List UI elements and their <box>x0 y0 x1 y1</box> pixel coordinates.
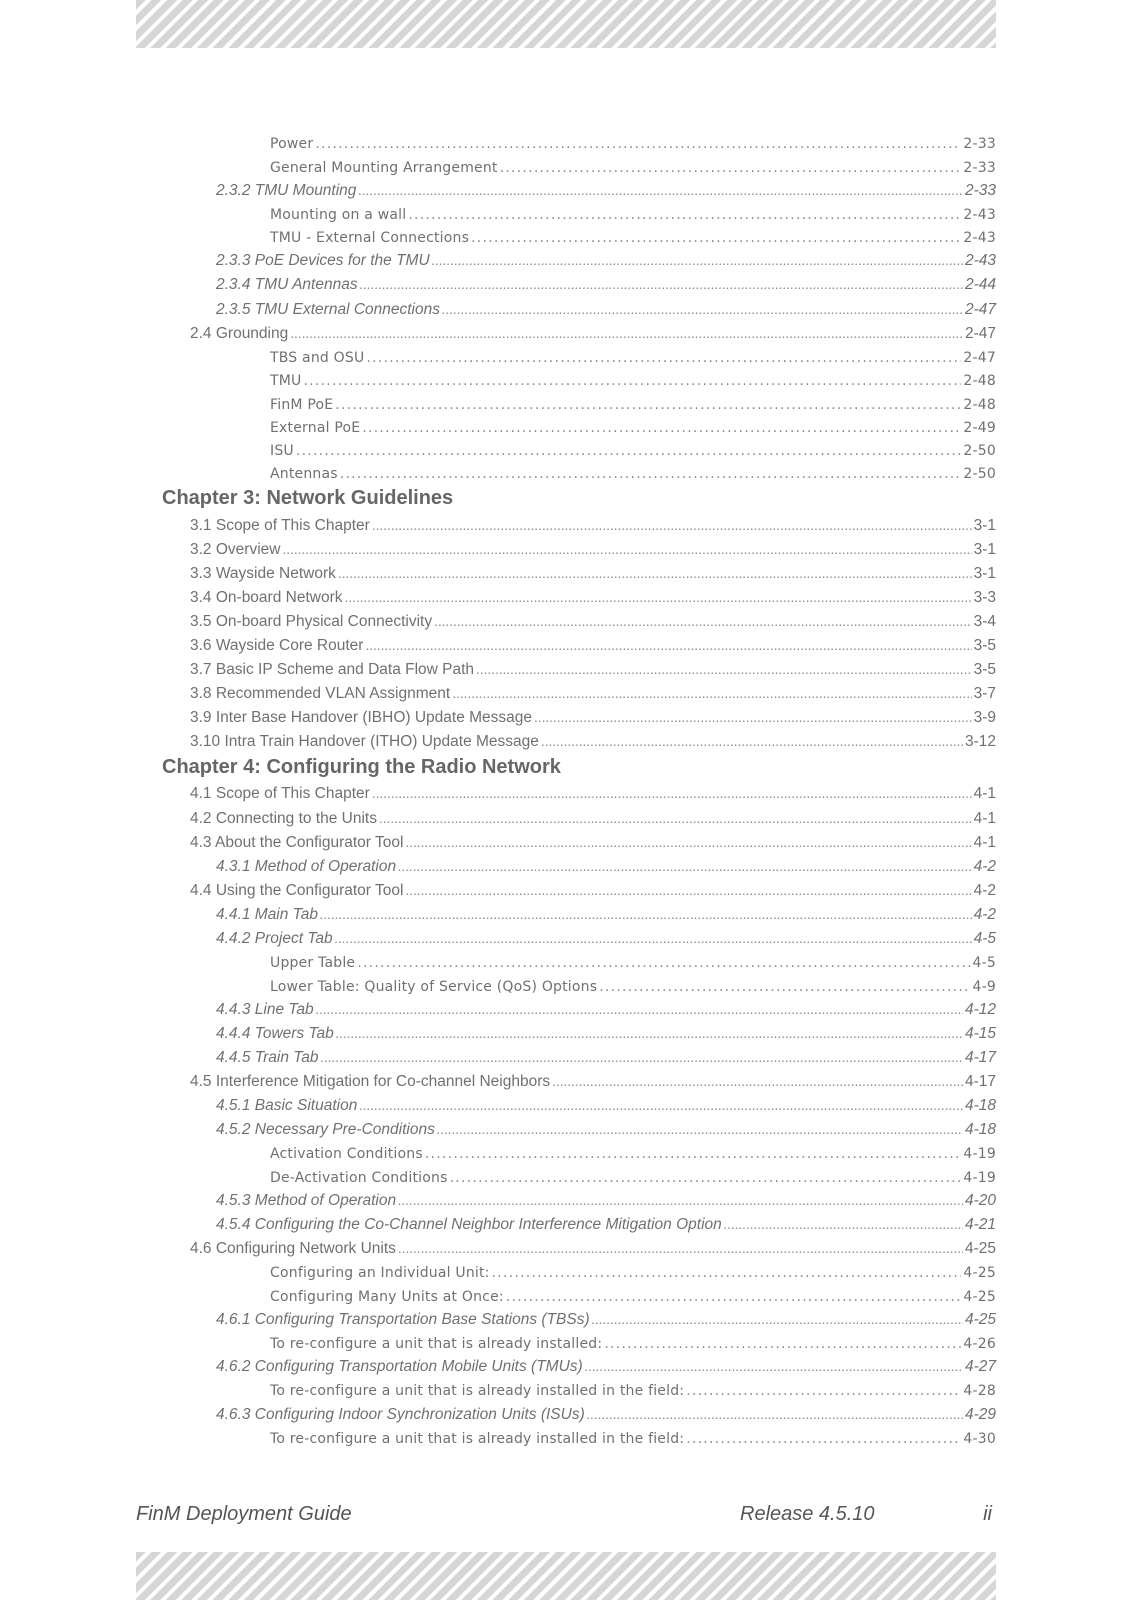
toc-entry-title: 4.6 Configuring Network Units <box>190 1240 396 1258</box>
dot-leader <box>541 733 963 751</box>
toc-entry-page: 3-7 <box>973 685 996 703</box>
toc-entry-title: 2.3.5 TMU External Connections <box>216 300 440 318</box>
dot-leader <box>506 1289 962 1305</box>
dot-leader <box>360 276 963 294</box>
toc-entry[interactable] <box>136 1331 996 1354</box>
toc-entry[interactable] <box>136 902 996 926</box>
toc-entry-title: To re-configure a unit that is already installed in the field: <box>270 1383 685 1400</box>
header-stripe-band <box>136 0 996 48</box>
toc-chapter-heading <box>136 753 996 781</box>
toc-entry-title: 2.4 Grounding <box>190 324 289 342</box>
toc-entry-title: Antennas <box>270 466 338 483</box>
dot-leader <box>340 466 962 482</box>
toc-entry[interactable] <box>136 705 996 729</box>
toc-entry[interactable] <box>136 633 996 657</box>
toc-entry-title: FinM PoE <box>270 396 334 413</box>
toc-entry-page: 2-33 <box>963 136 996 153</box>
toc-entry-page: 4-25 <box>963 1265 996 1282</box>
toc-entry[interactable] <box>136 537 996 561</box>
dot-leader <box>315 136 961 152</box>
toc-entry-title: Configuring an Individual Unit: <box>270 1265 490 1282</box>
toc-entry-page: 2-44 <box>964 276 996 294</box>
dot-leader <box>372 785 972 803</box>
dot-leader <box>316 1001 963 1019</box>
toc-entry[interactable] <box>136 438 996 461</box>
toc-entry[interactable] <box>136 461 996 484</box>
toc-entry-page: 4-5 <box>972 955 996 972</box>
toc-entry[interactable] <box>136 1378 996 1401</box>
toc-entry-page: 3-5 <box>973 661 996 679</box>
toc-entry-page: 3-1 <box>973 516 996 534</box>
toc-entry-title: 4.5.2 Necessary Pre-Conditions <box>216 1121 435 1139</box>
dot-leader <box>405 834 971 852</box>
dot-leader <box>492 1265 962 1281</box>
toc-entry-page: 4-17 <box>964 1048 996 1066</box>
toc-entry-page: 4-27 <box>964 1358 996 1376</box>
toc-entry[interactable] <box>136 202 996 225</box>
toc-entry-title: 4.3.1 Method of Operation <box>216 857 397 875</box>
dot-leader <box>437 1121 963 1139</box>
toc-entry[interactable] <box>136 1045 996 1069</box>
toc-entry-title: Power <box>270 136 314 153</box>
toc-entry[interactable] <box>136 854 996 878</box>
toc-entry-title: To re-configure a unit that is already installed in the field: <box>270 1430 685 1447</box>
dot-leader <box>476 661 972 679</box>
toc-entry[interactable] <box>136 321 996 345</box>
footer-stripe-band <box>136 1552 996 1600</box>
toc-entry[interactable] <box>136 1426 996 1449</box>
toc-entry-title: 3.5 On-board Physical Connectivity <box>190 612 433 630</box>
dot-leader <box>321 1049 963 1067</box>
dot-leader <box>398 1240 963 1258</box>
toc-entry-page: 4-12 <box>964 1000 996 1018</box>
toc-entry[interactable] <box>136 950 996 973</box>
toc-entry[interactable] <box>136 1021 996 1045</box>
toc-entry-title: 3.4 On-board Network <box>190 588 343 606</box>
toc-entry-page: 4-19 <box>963 1146 996 1163</box>
toc-entry-page: 4-2 <box>973 857 996 875</box>
dot-leader <box>320 906 972 924</box>
toc-entry-title: 4.4.3 Line Tab <box>216 1000 314 1018</box>
dot-leader <box>552 1073 963 1091</box>
toc-entry[interactable] <box>136 1188 996 1212</box>
toc-entry-title: 4.4.2 Project Tab <box>216 930 333 948</box>
toc-entry[interactable] <box>136 1307 996 1331</box>
toc-entry[interactable] <box>136 225 996 248</box>
dot-leader <box>592 1311 963 1329</box>
toc-entry-title: Configuring Many Units at Once: <box>270 1288 504 1305</box>
dot-leader <box>336 1025 963 1043</box>
toc-entry-title: 2.3.3 PoE Devices for the TMU <box>216 252 430 270</box>
dot-leader <box>442 301 963 319</box>
toc-entry-title: 3.7 Basic IP Scheme and Data Flow Path <box>190 661 475 679</box>
toc-entry-title: Chapter 4: Configuring the Radio Network <box>162 756 561 779</box>
toc-entry[interactable] <box>136 609 996 633</box>
toc-entry-title: 4.4.1 Main Tab <box>216 905 318 923</box>
toc-entry-page: 4-30 <box>963 1430 996 1447</box>
toc-entry-page: 4-1 <box>973 833 996 851</box>
dot-leader <box>398 1192 963 1210</box>
toc-entry[interactable] <box>136 781 996 805</box>
toc-entry-page: 2-50 <box>963 466 996 483</box>
dot-leader <box>599 979 970 995</box>
toc-entry[interactable] <box>136 1117 996 1141</box>
toc-entry[interactable] <box>136 272 996 296</box>
toc-entry-title: 4.4.5 Train Tab <box>216 1048 319 1066</box>
toc-entry-title: 4.5.1 Basic Situation <box>216 1097 358 1115</box>
dot-leader <box>357 955 970 971</box>
dot-leader <box>335 397 961 413</box>
toc-entry-page: 2-47 <box>964 324 996 342</box>
toc-entry-page: 2-48 <box>963 396 996 413</box>
toc-entry-page: 4-18 <box>964 1121 996 1139</box>
toc-entry-title: 4.4 Using the Configurator Tool <box>190 881 404 899</box>
dot-leader <box>686 1383 961 1399</box>
toc-entry-title: 4.6.3 Configuring Indoor Synchronization Units (ISUs) <box>216 1405 585 1423</box>
toc-entry[interactable] <box>136 926 996 950</box>
table-of-contents <box>136 131 996 1449</box>
dot-leader <box>303 373 961 389</box>
toc-entry-page: 2-33 <box>964 181 996 199</box>
dot-leader <box>432 252 963 270</box>
toc-entry-title: 4.6.2 Configuring Transportation Mobile Units (TMUs) <box>216 1358 583 1376</box>
toc-entry-page: 4-29 <box>964 1405 996 1423</box>
toc-entry[interactable] <box>136 878 996 902</box>
toc-entry-page: 3-1 <box>973 540 996 558</box>
toc-entry[interactable] <box>136 415 996 438</box>
toc-entry-page: 3-5 <box>973 637 996 654</box>
toc-entry-title: Upper Table <box>270 955 356 972</box>
dot-leader <box>365 637 971 655</box>
toc-entry-title: 4.2 Connecting to the Units <box>190 809 377 827</box>
dot-leader <box>335 930 972 948</box>
toc-entry-page: 2-47 <box>963 349 996 366</box>
toc-entry-page: 2-43 <box>963 230 996 247</box>
toc-entry[interactable] <box>136 154 996 177</box>
toc-entry-page: 2-43 <box>963 206 996 223</box>
dot-leader <box>359 1097 963 1115</box>
dot-leader <box>587 1406 963 1424</box>
toc-entry-page: 2-48 <box>963 373 996 390</box>
toc-entry-title: 4.5.3 Method of Operation <box>216 1191 397 1209</box>
toc-entry[interactable] <box>136 1260 996 1283</box>
toc-entry-page: 4-1 <box>973 785 996 803</box>
footer-document-title: FinM Deployment Guide <box>136 1503 352 1525</box>
dot-leader <box>379 810 972 828</box>
toc-entry-title: 4.5.4 Configuring the Co-Channel Neighbor Interference Mitigation Option <box>216 1215 722 1233</box>
toc-entry[interactable] <box>136 681 996 705</box>
toc-entry-page: 4-2 <box>973 881 996 899</box>
toc-entry-page: 4-21 <box>964 1215 996 1233</box>
toc-entry-title: TMU <box>270 373 302 390</box>
toc-entry-title: 4.1 Scope of This Chapter <box>190 785 370 803</box>
toc-entry[interactable] <box>136 131 996 154</box>
toc-entry-title: To re-configure a unit that is already installed: <box>270 1336 603 1353</box>
dot-leader <box>534 709 972 727</box>
toc-entry-title: Mounting on a wall <box>270 206 407 223</box>
dot-leader <box>434 613 972 631</box>
dot-leader <box>296 443 962 459</box>
toc-entry[interactable] <box>136 248 996 272</box>
toc-entry-title: 3.3 Wayside Network <box>190 564 336 582</box>
toc-entry-page: 4-25 <box>963 1288 996 1305</box>
dot-leader <box>405 882 971 900</box>
toc-entry-title: 4.3 About the Configurator Tool <box>190 833 404 851</box>
toc-entry[interactable] <box>136 657 996 681</box>
dot-leader <box>471 230 961 246</box>
toc-entry-title: External PoE <box>270 419 361 436</box>
dot-leader <box>686 1431 961 1447</box>
toc-entry[interactable] <box>136 1354 996 1378</box>
toc-entry-page: 3-3 <box>973 588 996 606</box>
toc-entry[interactable] <box>136 296 996 320</box>
toc-entry-title: 4.5 Interference Mitigation for Co-channel Neighbors <box>190 1073 551 1090</box>
toc-entry-title: Lower Table: Quality of Service (QoS) Options <box>270 978 598 995</box>
toc-entry[interactable] <box>136 1093 996 1117</box>
toc-entry-title: 3.9 Inter Base Handover (IBHO) Update Message <box>190 709 533 727</box>
toc-entry-title: 3.2 Overview <box>190 540 281 558</box>
toc-entry-page: 4-1 <box>973 809 996 827</box>
toc-entry-page: 4-9 <box>972 978 996 995</box>
footer-page-number: ii <box>983 1503 992 1525</box>
toc-entry-title: De-Activation Conditions <box>270 1169 448 1186</box>
toc-entry[interactable] <box>136 1212 996 1236</box>
toc-entry[interactable] <box>136 973 996 996</box>
page-footer <box>136 1503 996 1529</box>
dot-leader <box>425 1146 962 1162</box>
toc-entry-page: 2-50 <box>963 443 996 460</box>
toc-entry-page: 2-43 <box>964 252 996 270</box>
toc-entry-title: 4.6.1 Configuring Transportation Base Stations (TBSs) <box>216 1310 590 1328</box>
dot-leader <box>362 420 961 436</box>
toc-entry[interactable] <box>136 178 996 202</box>
toc-entry[interactable] <box>136 997 996 1021</box>
toc-entry-page: 4-20 <box>964 1191 996 1209</box>
toc-chapter-heading <box>136 484 996 512</box>
toc-entry[interactable] <box>136 368 996 391</box>
toc-entry-page: 4-25 <box>964 1310 996 1328</box>
dot-leader <box>585 1358 963 1376</box>
toc-entry[interactable] <box>136 830 996 854</box>
toc-entry[interactable] <box>136 805 996 829</box>
toc-entry-title: 2.3.4 TMU Antennas <box>216 276 358 294</box>
footer-release: Release 4.5.10 <box>740 1503 875 1525</box>
dot-leader <box>358 182 963 200</box>
toc-entry-title: 3.10 Intra Train Handover (ITHO) Update Message <box>190 733 539 751</box>
toc-entry-page: 4-28 <box>963 1383 996 1400</box>
toc-entry-title: Activation Conditions <box>270 1146 423 1163</box>
toc-entry-title: TBS and OSU <box>270 349 365 366</box>
toc-entry-page: 2-33 <box>963 159 996 176</box>
toc-entry[interactable] <box>136 512 996 536</box>
toc-entry[interactable] <box>136 561 996 585</box>
dot-leader <box>372 517 972 535</box>
toc-entry-title: 3.6 Wayside Core Router <box>190 637 364 654</box>
toc-entry[interactable] <box>136 1236 996 1260</box>
toc-entry-page: 3-12 <box>964 733 996 751</box>
toc-entry[interactable] <box>136 391 996 414</box>
toc-entry-page: 4-26 <box>963 1336 996 1353</box>
toc-entry-page: 4-19 <box>963 1169 996 1186</box>
toc-entry-page: 2-49 <box>963 419 996 436</box>
toc-entry[interactable] <box>136 1401 996 1425</box>
toc-entry-page: 4-17 <box>964 1073 996 1090</box>
dot-leader <box>408 207 961 223</box>
toc-entry-page: 3-9 <box>973 709 996 727</box>
toc-entry-page: 3-4 <box>973 612 996 630</box>
toc-entry[interactable] <box>136 1283 996 1306</box>
dot-leader <box>282 541 971 559</box>
toc-entry-page: 4-18 <box>964 1097 996 1115</box>
toc-entry-title: Chapter 3: Network Guidelines <box>162 487 454 510</box>
dot-leader <box>366 350 961 366</box>
toc-entry-title: 3.8 Recommended VLAN Assignment <box>190 685 451 703</box>
toc-entry-page: 2-47 <box>964 300 996 318</box>
toc-entry[interactable] <box>136 1069 996 1093</box>
toc-entry[interactable] <box>136 729 996 753</box>
dot-leader <box>452 685 971 703</box>
toc-entry-page: 4-5 <box>973 930 996 948</box>
toc-entry-title: 2.3.2 TMU Mounting <box>216 181 357 199</box>
toc-entry-title: General Mounting Arrangement <box>270 159 498 176</box>
toc-entry[interactable] <box>136 1141 996 1164</box>
toc-entry-page: 4-2 <box>973 905 996 923</box>
toc-entry-title: TMU - External Connections <box>270 230 470 247</box>
toc-entry-page: 4-15 <box>964 1024 996 1042</box>
toc-entry[interactable] <box>136 585 996 609</box>
toc-entry-page: 4-25 <box>964 1240 996 1258</box>
dot-leader <box>724 1216 963 1234</box>
toc-entry-title: 3.1 Scope of This Chapter <box>190 516 370 534</box>
dot-leader <box>604 1336 961 1352</box>
dot-leader <box>338 565 972 583</box>
toc-entry-title: ISU <box>270 443 294 460</box>
dot-leader <box>450 1170 962 1186</box>
toc-entry-title: 4.4.4 Towers Tab <box>216 1024 334 1042</box>
dot-leader <box>290 325 963 343</box>
dot-leader <box>500 160 962 176</box>
toc-entry[interactable] <box>136 1164 996 1187</box>
toc-entry[interactable] <box>136 345 996 368</box>
toc-entry-page: 3-1 <box>973 564 996 582</box>
dot-leader <box>398 858 972 876</box>
dot-leader <box>345 589 972 607</box>
